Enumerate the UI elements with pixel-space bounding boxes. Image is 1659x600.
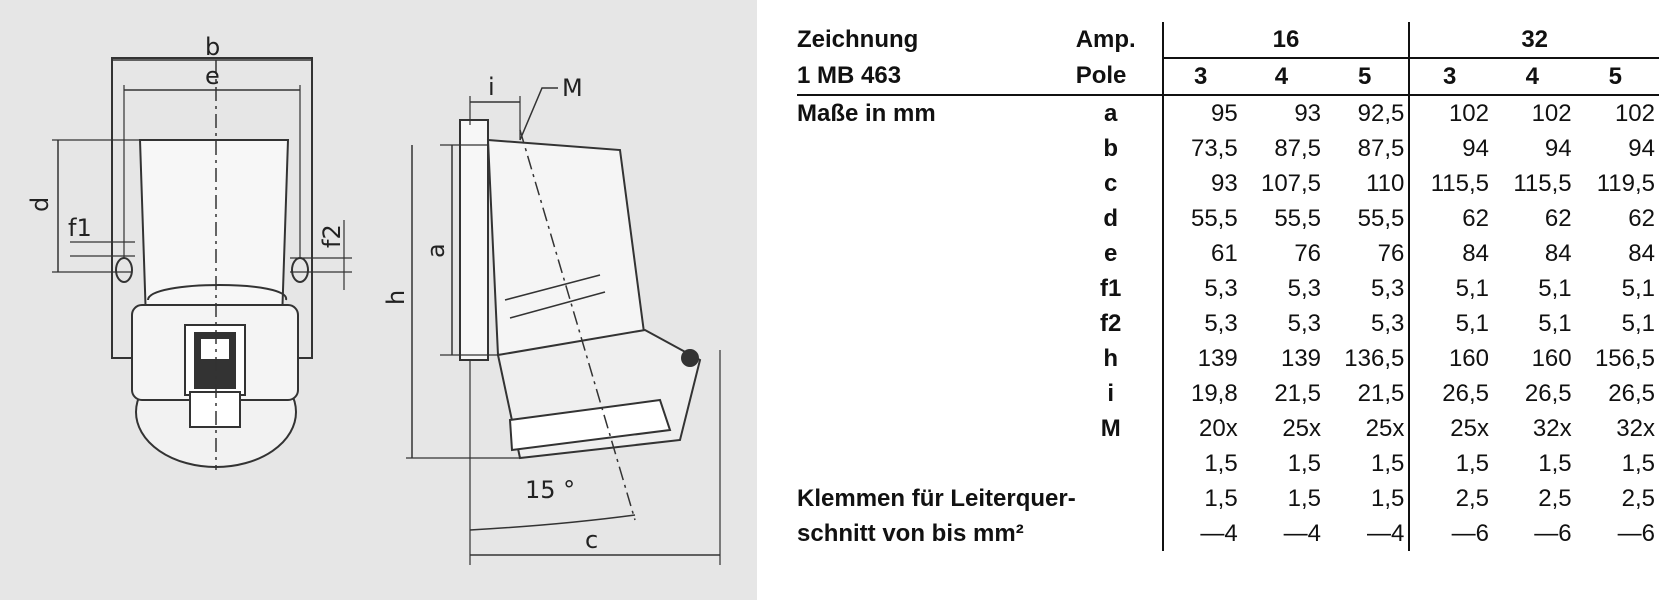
- dimensions-table: [797, 22, 1659, 551]
- value-cell: 87,5: [1357, 134, 1405, 162]
- row-key: f2: [1100, 309, 1122, 337]
- value-cell: 26,5: [1409, 376, 1493, 411]
- table-row: [797, 376, 1659, 411]
- value-cell: 93: [1294, 99, 1322, 127]
- value-cell: 20x: [1163, 411, 1242, 446]
- header-pole-col: 4: [1493, 58, 1576, 95]
- value-cell: 5,1: [1621, 309, 1655, 337]
- value-cell: 160: [1531, 344, 1572, 372]
- table-row: [797, 446, 1659, 481]
- row-key: d: [1103, 204, 1119, 232]
- value-cell: —4: [1367, 519, 1405, 547]
- value-cell: 25x: [1365, 414, 1405, 442]
- header-row-poles: [797, 58, 1659, 95]
- value-cell: 26,5: [1524, 379, 1572, 407]
- row-key: [1076, 516, 1163, 551]
- value-cell: 76: [1377, 239, 1405, 267]
- row-label: [797, 446, 1076, 481]
- label-e: e: [205, 62, 220, 90]
- value-cell: 19,8: [1163, 376, 1242, 411]
- value-cell: 55,5: [1357, 204, 1405, 232]
- header-amp-group-32: 32: [1409, 22, 1659, 58]
- value-cell: 139: [1280, 344, 1322, 372]
- value-cell: 5,3: [1163, 271, 1242, 306]
- value-cell: 26,5: [1608, 379, 1655, 407]
- mount-hole-left: [116, 258, 132, 282]
- header-pole-col: 3: [1409, 58, 1493, 95]
- value-cell: 160: [1409, 341, 1493, 376]
- row-key: h: [1103, 344, 1119, 372]
- value-cell: 102: [1409, 95, 1493, 131]
- row-key: [1076, 446, 1163, 481]
- technical-drawing: [0, 0, 757, 600]
- leader-line-m: [520, 88, 558, 140]
- label-i: i: [488, 73, 495, 101]
- value-cell: 5,3: [1287, 309, 1322, 337]
- value-cell: 2,5: [1621, 484, 1655, 512]
- value-cell: —4: [1163, 516, 1242, 551]
- row-label: [797, 201, 1076, 236]
- value-cell: 1,5: [1163, 481, 1242, 516]
- row-label: Maße in mm: [797, 99, 936, 127]
- value-cell: 1,5: [1287, 484, 1322, 512]
- value-cell: 76: [1294, 239, 1322, 267]
- table-row: [797, 131, 1659, 166]
- value-cell: 62: [1628, 204, 1655, 232]
- row-key: [1076, 481, 1163, 516]
- value-cell: 62: [1409, 201, 1493, 236]
- label-m: M: [562, 74, 583, 102]
- label-f2: f2: [318, 224, 346, 248]
- row-label: [797, 271, 1076, 306]
- value-cell: 107,5: [1260, 169, 1322, 197]
- value-cell: 95: [1163, 95, 1242, 131]
- value-cell: 92,5: [1357, 99, 1405, 127]
- value-cell: 1,5: [1621, 449, 1655, 477]
- value-cell: 61: [1163, 236, 1242, 271]
- value-cell: 73,5: [1163, 131, 1242, 166]
- row-label: [797, 306, 1076, 341]
- row-key: a: [1104, 99, 1118, 127]
- row-label: [797, 411, 1076, 446]
- value-cell: —4: [1283, 519, 1322, 547]
- value-cell: 25x: [1282, 414, 1322, 442]
- value-cell: 84: [1628, 239, 1655, 267]
- angle-arc: [470, 515, 635, 530]
- row-key: i: [1107, 379, 1115, 407]
- value-cell: 5,3: [1287, 274, 1322, 302]
- label-b: b: [205, 33, 221, 61]
- row-label: [797, 341, 1076, 376]
- socket-latch-window: [200, 338, 230, 360]
- mount-hole-right: [292, 258, 308, 282]
- value-cell: 5,1: [1538, 274, 1572, 302]
- value-cell: 84: [1409, 236, 1493, 271]
- row-label: [797, 166, 1076, 201]
- label-h: h: [382, 289, 410, 305]
- value-cell: —6: [1409, 516, 1493, 551]
- value-cell: 136,5: [1344, 344, 1405, 372]
- row-label: [797, 131, 1076, 166]
- table-row: [797, 411, 1659, 446]
- table-row: [797, 306, 1659, 341]
- header-pole-col: 5: [1576, 58, 1659, 95]
- value-cell: 94: [1544, 134, 1572, 162]
- value-cell: 156,5: [1594, 344, 1655, 372]
- value-cell: 1,5: [1287, 449, 1322, 477]
- value-cell: 87,5: [1274, 134, 1322, 162]
- value-cell: 5,3: [1370, 274, 1405, 302]
- side-mounting-plate: [460, 120, 488, 360]
- technical-drawing-panel: [0, 0, 757, 600]
- value-cell: 139: [1163, 341, 1242, 376]
- row-label: [797, 236, 1076, 271]
- label-angle: 15 °: [525, 476, 576, 504]
- header-amp-label: Amp.: [1075, 26, 1136, 53]
- label-f1: f1: [68, 214, 92, 242]
- row-key: f1: [1100, 274, 1122, 302]
- value-cell: 93: [1163, 166, 1242, 201]
- value-cell: 5,3: [1163, 306, 1242, 341]
- table-row: [797, 166, 1659, 201]
- value-cell: 110: [1366, 169, 1405, 197]
- value-cell: 25x: [1409, 411, 1493, 446]
- row-label: Klemmen für Leiterquer-: [797, 484, 1076, 512]
- value-cell: 32x: [1532, 414, 1572, 442]
- value-cell: 1,5: [1163, 446, 1242, 481]
- row-label: [797, 376, 1076, 411]
- value-cell: —6: [1617, 519, 1655, 547]
- row-key: M: [1100, 414, 1121, 442]
- table-row: [797, 271, 1659, 306]
- value-cell: 119,5: [1596, 169, 1655, 197]
- header-pole-col: 5: [1325, 58, 1409, 95]
- header-pole-label: Pole: [1076, 58, 1163, 95]
- header-amp-group-16: 16: [1163, 22, 1410, 58]
- value-cell: 102: [1614, 99, 1655, 127]
- row-key: e: [1104, 239, 1118, 267]
- side-housing: [488, 140, 645, 355]
- value-cell: 84: [1544, 239, 1572, 267]
- value-cell: 115,5: [1409, 166, 1493, 201]
- value-cell: —6: [1534, 519, 1572, 547]
- row-key: b: [1103, 134, 1119, 162]
- table-row: [797, 201, 1659, 236]
- table-row: [797, 95, 1659, 131]
- label-d: d: [26, 196, 54, 212]
- table-row: [797, 481, 1659, 516]
- row-label: schnitt von bis mm²: [797, 519, 1024, 547]
- table-row: [797, 236, 1659, 271]
- table-row: [797, 341, 1659, 376]
- value-cell: 55,5: [1274, 204, 1322, 232]
- socket-latch-base: [190, 392, 240, 427]
- row-key: c: [1104, 169, 1118, 197]
- value-cell: 5,3: [1370, 309, 1405, 337]
- socket-housing: [140, 140, 288, 320]
- label-c: c: [585, 526, 599, 554]
- value-cell: 2,5: [1409, 481, 1493, 516]
- value-cell: 2,5: [1538, 484, 1572, 512]
- value-cell: 5,1: [1409, 306, 1493, 341]
- value-cell: 1,5: [1538, 449, 1572, 477]
- value-cell: 62: [1544, 204, 1572, 232]
- value-cell: 5,1: [1621, 274, 1655, 302]
- table-row: [797, 516, 1659, 551]
- header-pole-col: 4: [1242, 58, 1325, 95]
- value-cell: 115,5: [1513, 169, 1572, 197]
- header-pole-col: 3: [1163, 58, 1242, 95]
- value-cell: 5,1: [1538, 309, 1572, 337]
- dimensions-table-panel: [757, 0, 1659, 600]
- value-cell: 94: [1409, 131, 1493, 166]
- header-row-amps: [797, 22, 1659, 58]
- value-cell: 102: [1531, 99, 1572, 127]
- value-cell: 1,5: [1370, 449, 1405, 477]
- value-cell: 1,5: [1409, 446, 1493, 481]
- header-drawing-number: 1 MB 463: [797, 58, 1076, 95]
- value-cell: 55,5: [1163, 201, 1242, 236]
- value-cell: 32x: [1616, 414, 1655, 442]
- label-a: a: [422, 243, 450, 258]
- value-cell: 94: [1628, 134, 1655, 162]
- value-cell: 5,1: [1409, 271, 1493, 306]
- side-hinge: [682, 350, 698, 366]
- value-cell: 1,5: [1370, 484, 1405, 512]
- value-cell: 21,5: [1357, 379, 1405, 407]
- header-drawing-label: Zeichnung: [797, 26, 919, 53]
- value-cell: 21,5: [1274, 379, 1322, 407]
